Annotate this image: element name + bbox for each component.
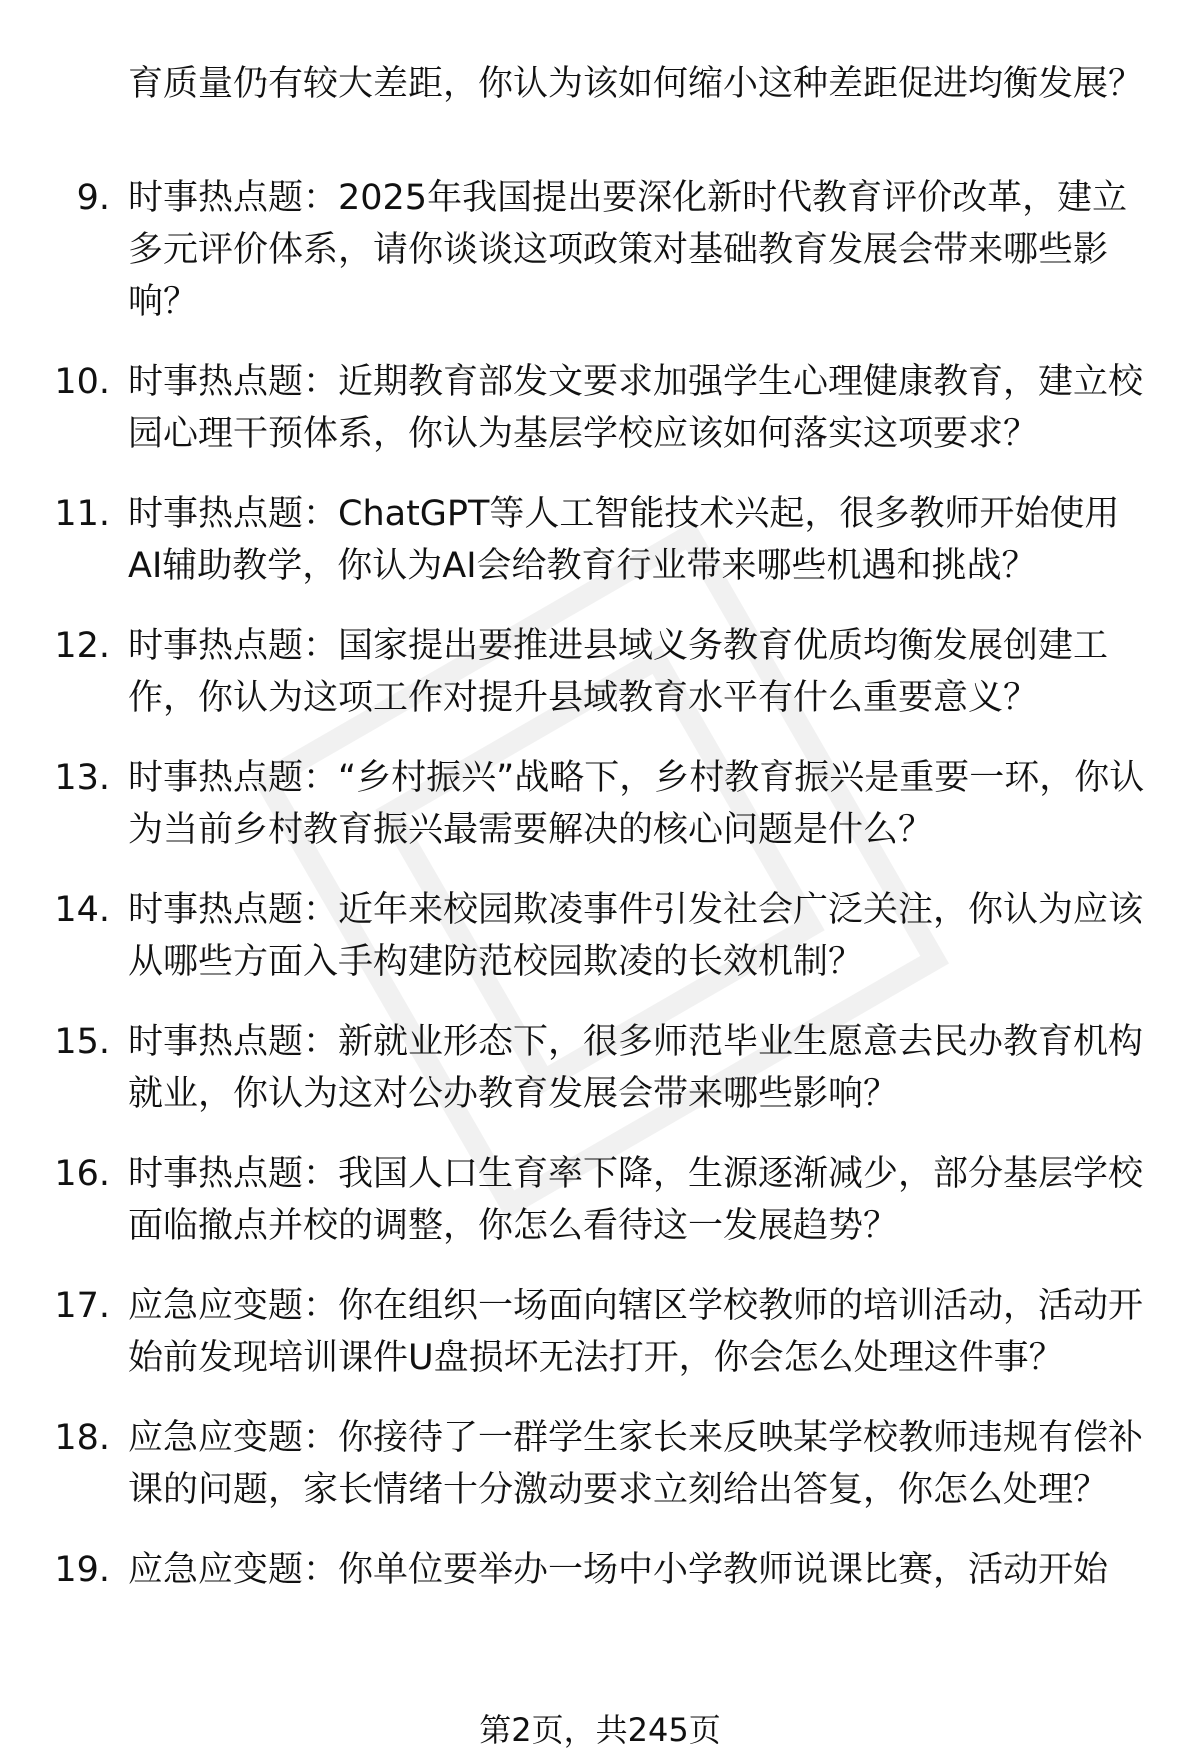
- question-text: 时事热点题：近期教育部发文要求加强学生心理健康教育，建立校园心理干预体系，你认为基层学校应该如何落实这项要求？: [128, 362, 1144, 454]
- question-number: 19.: [54, 1550, 110, 1590]
- question-number: 18.: [54, 1418, 110, 1458]
- question-text: 时事热点题：近年来校园欺凌事件引发社会广泛关注，你认为应该从哪些方面入手构建防范校园欺凌的长效机制？: [128, 890, 1144, 982]
- question-item: [0, 1412, 1148, 1516]
- question-text: 应急应变题：你单位要举办一场中小学教师说课比赛，活动开始: [128, 1550, 1109, 1590]
- question-number: 15.: [54, 1022, 110, 1062]
- question-text: 时事热点题：新就业形态下，很多师范毕业生愿意去民办教育机构就业，你认为这对公办教育发展会带来哪些影响？: [128, 1022, 1144, 1114]
- question-item: [0, 172, 1148, 328]
- question-item: [0, 1544, 1148, 1596]
- question-number: 10.: [54, 362, 110, 402]
- question-text: 应急应变题：你接待了一群学生家长来反映某学校教师违规有偿补课的问题，家长情绪十分激动要求立刻给出答复，你怎么处理？: [128, 1418, 1144, 1510]
- question-text: 时事热点题：ChatGPT等人工智能技术兴起，很多教师开始使用AI辅助教学，你认为AI会给教育行业带来哪些机遇和挑战？: [128, 494, 1120, 586]
- question-item: [0, 1148, 1148, 1252]
- question-number: 14.: [54, 890, 110, 930]
- page-number-footer: 第2页，共245页: [479, 1711, 721, 1749]
- question-text: 时事热点题：国家提出要推进县域义务教育优质均衡发展创建工作，你认为这项工作对提升县域教育水平有什么重要意义？: [128, 626, 1109, 718]
- question-item: [0, 1016, 1148, 1120]
- question-item: [0, 620, 1148, 724]
- question-number: 17.: [54, 1286, 110, 1326]
- question-number: 12.: [54, 626, 110, 666]
- question-list: [0, 172, 1200, 1624]
- question-text: 时事热点题：2025年我国提出要深化新时代教育评价改革，建立多元评价体系，请你谈谈这项政策对基础教育发展会带来哪些影响？: [128, 178, 1128, 322]
- question-item: [0, 488, 1148, 592]
- question-text: 时事热点题：“乡村振兴”战略下，乡村教育振兴是重要一环，你认为当前乡村教育振兴最需要解决的核心问题是什么？: [128, 758, 1145, 850]
- question-item: [0, 752, 1148, 856]
- continued-question-text: 育质量仍有较大差距，你认为该如何缩小这种差距促进均衡发展？: [128, 64, 1144, 104]
- question-number: 13.: [54, 758, 110, 798]
- question-number: 11.: [54, 494, 110, 534]
- question-number: 16.: [54, 1154, 110, 1194]
- question-text: 时事热点题：我国人口生育率下降，生源逐渐减少，部分基层学校面临撤点并校的调整，你怎么看待这一发展趋势？: [128, 1154, 1144, 1246]
- question-item: [0, 884, 1148, 988]
- question-text: 应急应变题：你在组织一场面向辖区学校教师的培训活动，活动开始前发现培训课件U盘损坏无法打开，你会怎么处理这件事？: [128, 1286, 1144, 1378]
- question-number: 9.: [76, 178, 110, 218]
- question-item: [0, 356, 1148, 460]
- question-item: [0, 1280, 1148, 1384]
